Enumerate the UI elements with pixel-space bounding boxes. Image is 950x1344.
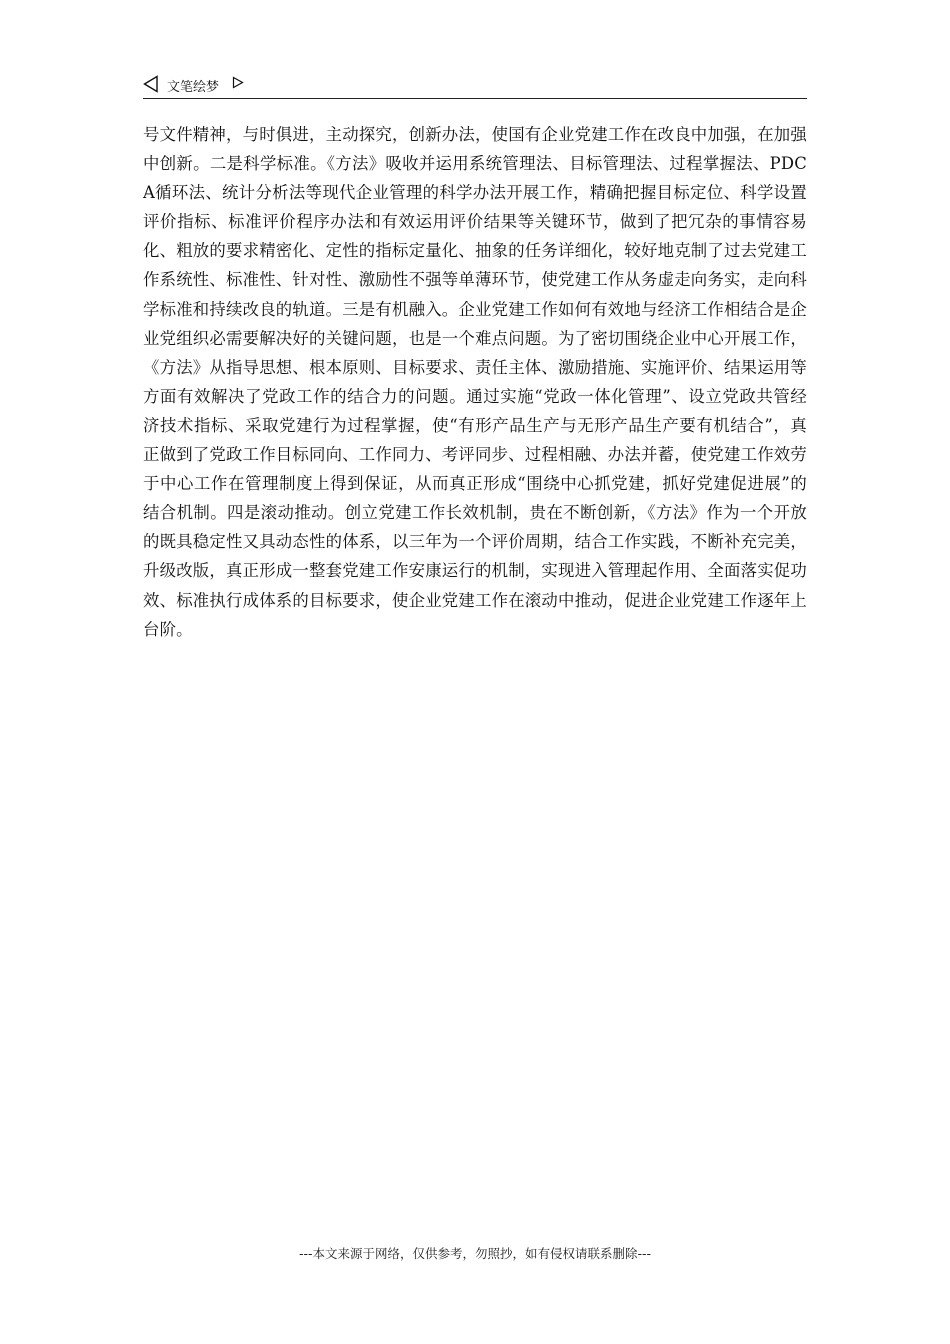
triangle-left-outline-icon <box>143 75 159 93</box>
body-paragraph: 号文件精神，与时俱进，主动探究，创新办法，使国有企业党建工作在改良中加强，在加强中创新。二是科学标准。《方法》吸收并运用系统管理法、目标管理法、过程掌握法、PDCA循环法、统计分析法等现代企业管理的科学办法开展工作，精确把握目标定位、科学设置评价指标、标准评价程序办法和有效运用评价结果等关键环节，做到了把冗杂的事情容易化、粗放的要求精密化、定性的指标定量化、抽象的任务详细化，较好地克制了过去党建工作系统性、标准性、针对性、激励性不强等单薄环节，使党建工作从务虚走向务实，走向科学标准和持续改良的轨道。三是有机融入。企业党建工作如何有效地与经济工作相结合是企业党组织必需要解决好的关键问题，也是一个难点问题。为了密切围绕企业中心开展工作，《方法》从指导思想、根本原则、目标要求、责任主体、激励措施、实施评价、结果运用等方面有效解决了党政工作的结合力的问题。通过实施“党政一体化管理”、设立党政共管经济技术指标、采取党建行为过程掌握，使“有形产品生产与无形产品生产要有机结合”，真正做到了党政工作目标同向、工作同力、考评同步、过程相融、办法并蓄，使党建工作效劳于中心工作在管理制度上得到保证，从而真正形成“围绕中心抓党建，抓好党建促进展”的结合机制。四是滚动推动。创立党建工作长效机制，贵在不断创新，《方法》作为一个开放的既具稳定性又具动态性的体系，以三年为一个评价周期，结合工作实践，不断补充完美，升级改版，真正形成一整套党建工作安康运行的机制，实现进入管理起作用、全面落实促功效、标准执行成体系的目标要求，使企业党建工作在滚动中推动，促进企业党建工作逐年上台阶。 <box>143 125 807 639</box>
footer-disclaimer: ---本文来源于网络，仅供参考，勿照抄，如有侵权请联系删除--- <box>298 1246 652 1261</box>
header-title: 文笔绘梦 <box>167 80 220 95</box>
triangle-right-outline-icon <box>232 76 244 89</box>
page-header <box>143 72 807 99</box>
